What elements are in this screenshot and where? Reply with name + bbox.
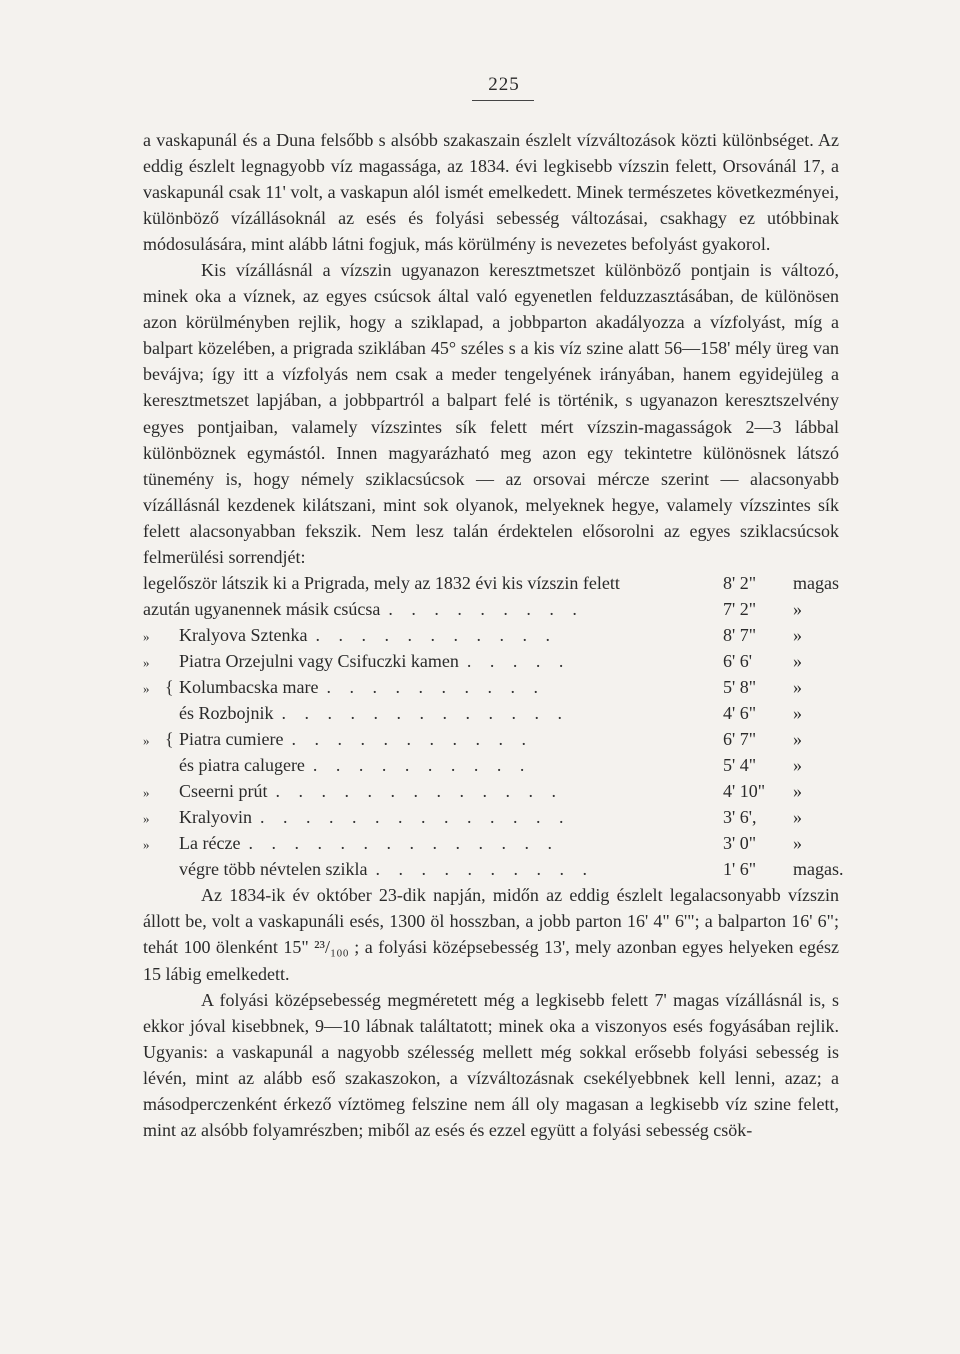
row-name: és piatra calugere bbox=[179, 755, 305, 776]
row-leader: . . . . . . . . . bbox=[388, 598, 584, 619]
table-row-first bbox=[143, 570, 839, 596]
row-name: legelőször látszik ki a Prigrada, mely az 1832 évi kis vízszin felett bbox=[143, 572, 620, 593]
row-value: 3' 6', bbox=[723, 807, 757, 828]
ditto-mark: » bbox=[143, 680, 150, 696]
brace-mark: { bbox=[165, 676, 174, 697]
ditto-mark: » bbox=[143, 654, 150, 670]
row-unit: » bbox=[793, 598, 802, 619]
row-leader: . . . . . . . . . . . bbox=[291, 729, 533, 750]
table-row bbox=[143, 596, 839, 622]
rock-emergence-table bbox=[143, 570, 844, 883]
row-unit: magas bbox=[793, 572, 839, 593]
ditto-mark: » bbox=[143, 628, 150, 644]
row-unit: magas. bbox=[793, 859, 844, 880]
table-row bbox=[143, 856, 844, 882]
table-row bbox=[143, 830, 839, 856]
ditto-mark: » bbox=[143, 837, 150, 853]
row-unit: » bbox=[793, 624, 802, 645]
row-value: 6' 6' bbox=[723, 650, 752, 671]
row-name: azután ugyanennek másik csúcsa bbox=[143, 598, 381, 619]
row-value: 4' 6" bbox=[723, 703, 757, 724]
row-leader: . . . . . . . . . . . . . . bbox=[259, 807, 571, 828]
row-leader: . . . . . . . . . . bbox=[312, 755, 532, 776]
row-value: 4' 10" bbox=[723, 781, 766, 802]
table-row bbox=[143, 700, 839, 726]
row-name: Kralyova Sztenka bbox=[179, 624, 308, 645]
table-row bbox=[143, 804, 839, 830]
row-value: 6' 7" bbox=[723, 729, 757, 750]
ditto-mark: » bbox=[143, 733, 150, 749]
ditto-mark: » bbox=[143, 811, 150, 827]
paragraph-4: A folyási középsebesség megméretett még a legkisebb felett 7' magas vízállásnál is, s ekkor jóval kisebbnek, 9—10 lábnak találtatott; minek oka a viszonyos esés fogyásában rejlik. Ugyanis: a vaskapunál a nagyobb szélesség mellett még sokkal erősebb folyási sebesség is lévén, mint az alább eső szakaszokon, a vízváltozásnak csekélyebbnek kell lenni, azaz; a másodperczenként érkező víztömeg felszine nem áll oly magasan a legkisebb víz szine felett, mint az alsóbb folyamrészben; miből az esés és ezzel együtt a folyási sebesség csök- bbox=[143, 989, 839, 1140]
row-value: 5' 8" bbox=[723, 676, 757, 697]
row-unit: » bbox=[793, 650, 802, 671]
row-leader: . . . . . . . . . . . bbox=[315, 624, 557, 645]
row-name: Kolumbacska mare bbox=[179, 676, 319, 697]
row-name: Piatra Orzejulni vagy Csifuczki kamen bbox=[179, 650, 459, 671]
row-leader: . . . . . . . . . . . . . bbox=[281, 703, 569, 724]
paragraph-2: Kis vízállásnál a vízszin ugyanazon keresztmetszet különböző pontjain is változó, minek oka a víznek, az egyes csúcsok által való egyenetlen felduzzasztásában, de különösen azon körülményben rejlik, hogy a sziklapad, a jobbparton akadályozza a vízfolyást, míg a balpart közelében, a prigrada sziklában 45° széles s a kis víz szine alatt 56—158' mély üreg van bevájva; így itt a vízfolyás nem csak a meder tengelyének irányában, hanem egyidejüleg a keresztmetszet lapjában, a jobbpartról a balpart felé is történik, s ugyanazon keresztszelvény egyes pontjaiban, valamely vízszintes sík felett mért vízszin-magasságok 2—3 lábbal különböznek egymástól. Innen magyarázható meg azon egy tekintetre különösnek látszó tünemény is, hogy némely sziklacsúcsok — az orsovai mércze szerint — alacsonyabb vízállásnál kezdenek kilátszani, mint sok olyanok, melyeknek hegye, valamely vízszintes sík felett alacsonyabban fekszik. Nem lesz talán érdektelen elősorolni az egyes sziklacsúcsok felmerülési sorrendjét: bbox=[143, 260, 839, 567]
brace-mark: { bbox=[165, 729, 174, 750]
row-name: Cseerni prút bbox=[179, 781, 268, 802]
row-leader: . . . . . bbox=[466, 650, 571, 671]
row-value: 8' 7" bbox=[723, 624, 757, 645]
row-value: 8' 2" bbox=[723, 572, 757, 593]
paragraph-3: Az 1834-ik év október 23-dik napján, midőn az eddig észlelt legalacsonyabb vízszin állott be, volt a vaskapunáli esés, 1300 öl hosszban, a jobb parton 16' 4" 6'"; a balparton 16' 6"; tehát 100 ölenként 15" ²³/₁₀₀ ; a folyási középsebesség 13', mely azonban egyes helyeken egész 15 lábig emelkedett. bbox=[143, 885, 839, 984]
table-row bbox=[143, 674, 839, 700]
row-unit: » bbox=[793, 781, 802, 802]
page-number: 225 bbox=[488, 74, 520, 95]
row-value: 3' 0" bbox=[723, 833, 757, 854]
row-unit: » bbox=[793, 729, 802, 750]
row-unit: » bbox=[793, 833, 802, 854]
row-name: Kralyovin bbox=[179, 807, 252, 828]
row-leader: . . . . . . . . . . bbox=[326, 676, 545, 697]
row-value: 7' 2" bbox=[723, 598, 757, 619]
row-name: végre több névtelen szikla bbox=[179, 859, 368, 880]
table-row bbox=[143, 648, 839, 674]
row-unit: » bbox=[793, 807, 802, 828]
table-row bbox=[143, 622, 839, 648]
page-number-rule bbox=[472, 100, 534, 101]
row-name: La récze bbox=[179, 833, 241, 854]
row-name: Piatra cumiere bbox=[179, 729, 284, 750]
row-value: 5' 4" bbox=[723, 755, 757, 776]
row-leader: . . . . . . . . . . . . . . bbox=[248, 833, 559, 854]
paragraph-1: a vaskapunál és a Duna felsőbb s alsóbb szakaszain észlelt vízváltozások közti különbséget. Az eddig észlelt legnagyobb víz magassága, az 1834. évi legkisebb vízszin felett, Orsovánál 17, a vaskapunál csak 11' volt, a vaskapun alól ismét emelkedett. Minek természetes következményei, különböző vízállásoknál az esés és folyási sebesség változásai, csakhagy ez utóbbinak módosulására, mint alább látni fogjuk, más körülmény is nevezetes befolyást gyakorol. bbox=[143, 130, 839, 255]
ditto-mark: » bbox=[143, 785, 150, 801]
row-leader: . . . . . . . . . . bbox=[375, 859, 594, 880]
table-row bbox=[143, 726, 839, 752]
table-row bbox=[143, 778, 839, 804]
body-text bbox=[143, 127, 844, 1143]
row-unit: » bbox=[793, 755, 802, 776]
row-unit: » bbox=[793, 703, 802, 724]
row-unit: » bbox=[793, 676, 802, 697]
row-leader: . . . . . . . . . . . . . bbox=[275, 781, 563, 802]
table-row bbox=[143, 752, 839, 778]
row-value: 1' 6" bbox=[723, 859, 757, 880]
row-name: és Rozbojnik bbox=[179, 703, 274, 724]
